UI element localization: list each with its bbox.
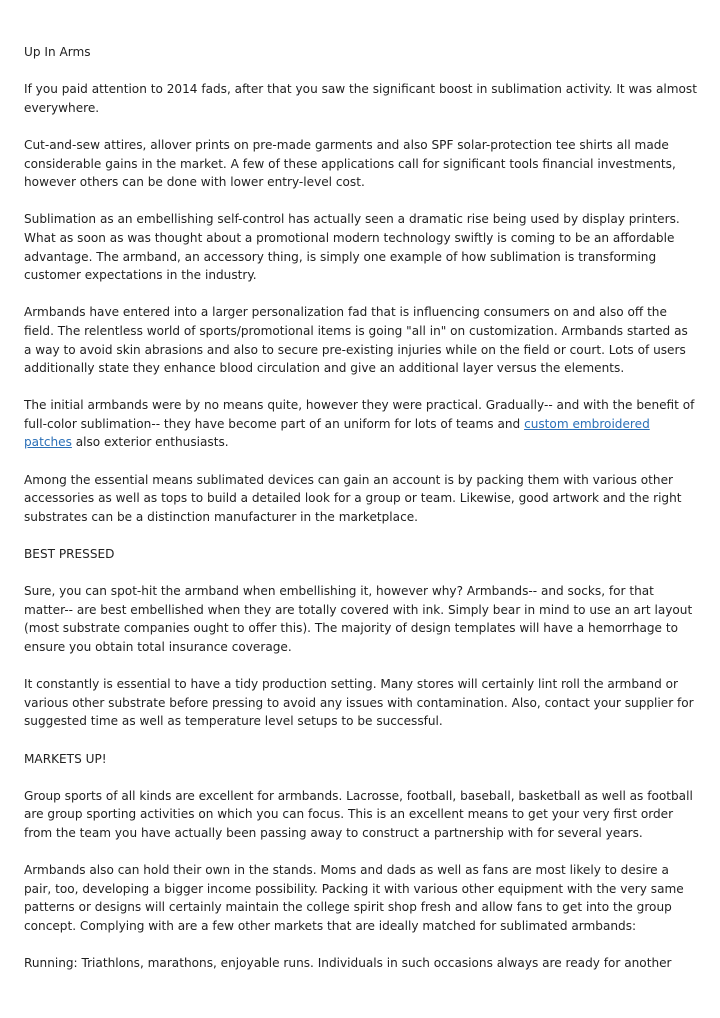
section-heading-best-pressed: BEST PRESSED <box>24 547 115 562</box>
paragraph-spot-hit: Sure, you can spot-hit the armband when embellishing it, however why? Armbands-- and socks, for that matter-- are best embellished when they are totally covered with ink. Simply bear in mind to use an art layout (most substrate companies ought to offer this). The majority of design templates will have a hemorrhage to ensure you obtain total insurance coverage. <box>24 584 693 654</box>
paragraph-stands: Armbands also can hold their own in the stands. Moms and dads as well as fans are most likely to desire a pair, too, developing a bigger income possibility. Packing it with various other equipment with the very same patterns or designs will certainly maintain the college spirit shop fresh and allow fans to get into the group concept. Complying with are a few other markets that are ideally matched for sublimated armbands: <box>24 863 684 933</box>
paragraph-text-after-link: also exterior enthusiasts. <box>71 435 229 450</box>
custom-embroidered-patches-link[interactable]: custom embroidered patches <box>24 416 650 450</box>
document-title: Up In Arms <box>24 45 91 59</box>
document-page <box>24 43 698 991</box>
paragraph-essential-means: Among the essential means sublimated devices can gain an account is by packing them with various other accessories as well as tops to build a detailed look for a group or team. Likewise, good artwork and the right substrates can be a distinction manufacturer in the marketplace. <box>24 472 682 524</box>
paragraph-text-before-link: The initial armbands were by no means quite, however they were practical. Gradually-- and with the benefit of full-color sublimation-- they have become part of an uniform for lots of teams and <box>24 398 695 431</box>
paragraph-cut-and-sew: Cut-and-sew attires, allover prints on pre-made garments and also SPF solar-protection tee shirts all made considerable gains in the market. A few of these applications call for significant tools financial investments, however others can be done with lower entry-level cost. <box>24 137 676 190</box>
paragraph-sublimation: Sublimation as an embellishing self-control has actually seen a dramatic rise being used by display printers. What as soon as was thought about a promotional modern technology swiftly is coming to be an affordable advantage. The armband, an accessory thing, is simply one example of how sublimation is transforming customer expectations in the industry. <box>24 212 680 283</box>
paragraph-fads: If you paid attention to 2014 fads, after that you saw the significant boost in sublimation activity. It was almost everywhere. <box>24 82 697 115</box>
paragraph-personalization: Armbands have entered into a larger personalization fad that is influencing consumers on and also off the field. The relentless world of sports/promotional items is going "all in" on customization. Armbands started as a way to avoid skin abrasions and also to secure pre-existing injuries while on the field or court. Lots of users additionally state they enhance blood circulation and give an additional layer versus the elements. <box>24 305 688 376</box>
paragraph-running: Running: Triathlons, marathons, enjoyable runs. Individuals in such occasions always are ready for another <box>24 956 672 971</box>
paragraph-group-sports: Group sports of all kinds are excellent for armbands. Lacrosse, football, baseball, basketball as well as football are group sporting activities on which you can focus. This is an excellent means to get your very first order from the team you have actually been passing away to construct a partnership with for several years. <box>24 788 693 840</box>
paragraph-initial-armbands <box>24 396 698 452</box>
section-heading-markets-up: MARKETS UP! <box>24 751 107 766</box>
paragraph-production-setting: It constantly is essential to have a tidy production setting. Many stores will certainly lint roll the armband or various other substrate before pressing to avoid any issues with contamination. Also, contact your supplier for suggested time as well as temperature level setups to be successful. <box>24 677 694 729</box>
